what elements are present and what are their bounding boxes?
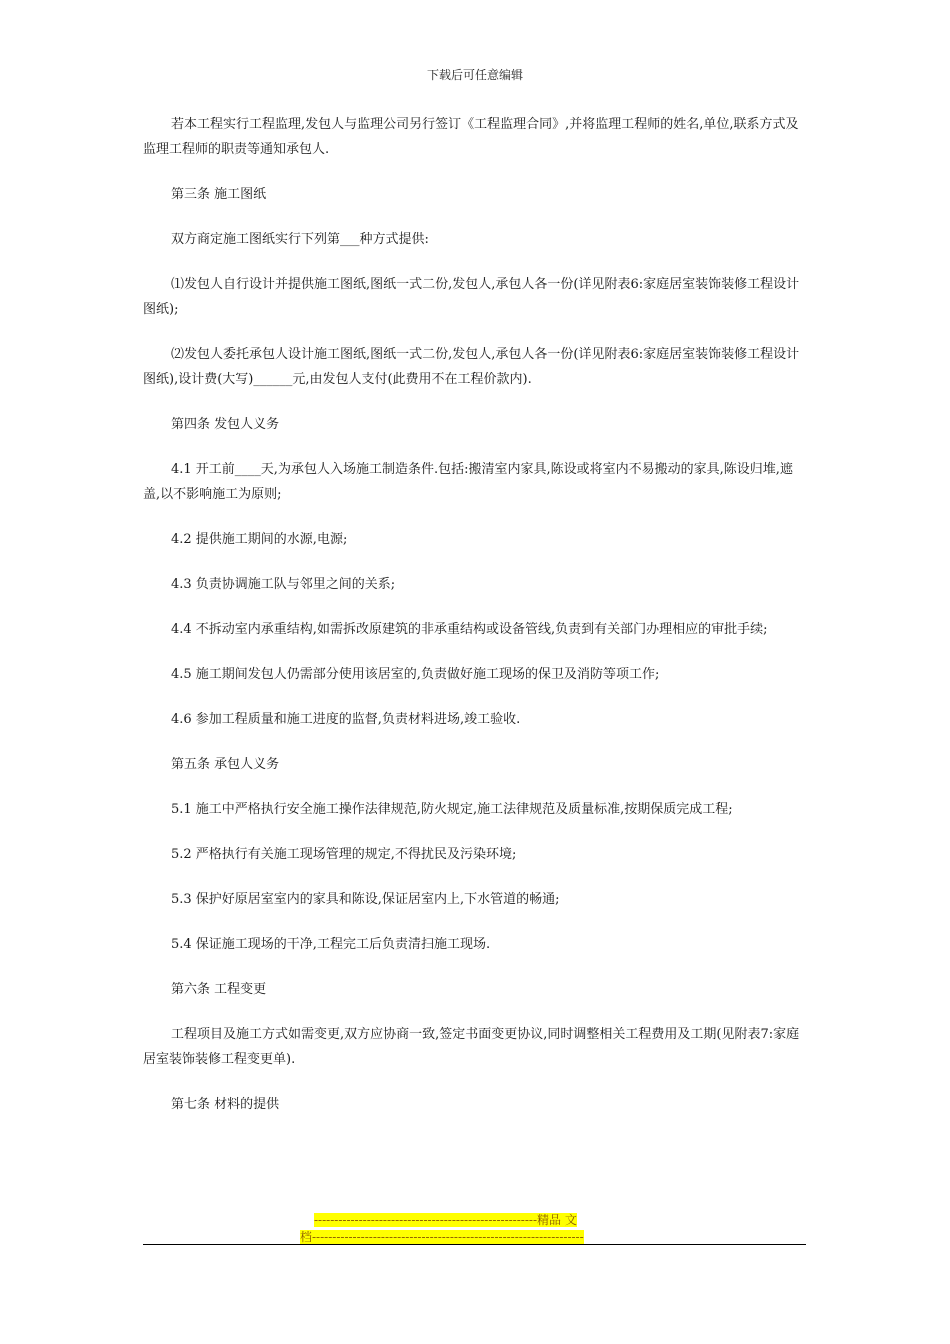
paragraph: 5.1 施工中严格执行安全施工操作法律规范,防火规定,施工法律规范及质量标准,按期保质完成工程; xyxy=(171,802,733,817)
paragraph: 4.2 提供施工期间的水源,电源; xyxy=(171,532,348,547)
section-heading: 第六条 工程变更 xyxy=(171,982,267,997)
page-header: 下载后可任意编辑 xyxy=(426,68,523,82)
footer-watermark-line: 档------------------------------------------------------------------- xyxy=(300,1230,584,1244)
paragraph: 双方商定施工图纸实行下列第___种方式提供: xyxy=(171,232,429,247)
paragraph: 5.3 保护好原居室室内的家具和陈设,保证居室内上,下水管道的畅通; xyxy=(171,892,560,907)
paragraph: 4.5 施工期间发包人仍需部分使用该居室的,负责做好施工现场的保卫及消防等项工作; xyxy=(171,667,660,682)
section-heading: 第四条 发包人义务 xyxy=(171,417,280,432)
document-body xyxy=(143,112,808,1137)
footer-watermark xyxy=(300,1212,650,1246)
paragraph: ⑵发包人委托承包人设计施工图纸,图纸一式二份,发包人,承包人各一份(详见附表6:家庭居室装饰装修工程设计图纸),设计费(大写)______元,由发包人支付(此费用不在工程价款内). xyxy=(143,347,800,387)
paragraph: 4.3 负责协调施工队与邻里之间的关系; xyxy=(171,577,396,592)
paragraph: 5.4 保证施工现场的干净,工程完工后负责清扫施工现场. xyxy=(171,937,491,952)
footer-rule xyxy=(143,1244,806,1245)
paragraph: ⑴发包人自行设计并提供施工图纸,图纸一式二份,发包人,承包人各一份(详见附表6:家庭居室装饰装修工程设计图纸); xyxy=(143,277,800,317)
paragraph: 若本工程实行工程监理,发包人与监理公司另行签订《工程监理合同》,并将监理工程师的姓名,单位,联系方式及监理工程师的职责等通知承包人. xyxy=(143,117,799,157)
section-heading: 第七条 材料的提供 xyxy=(171,1097,280,1112)
paragraph: 4.1 开工前____天,为承包人入场施工制造条件.包括:搬清室内家具,陈设或将室内不易搬动的家具,陈设归堆,遮盖,以不影响施工为原则; xyxy=(143,462,793,502)
section-heading: 第三条 施工图纸 xyxy=(171,187,267,202)
footer-watermark-line: -------------------------------------------------------精品 文 xyxy=(314,1213,577,1227)
paragraph: 4.6 参加工程质量和施工进度的监督,负责材料进场,竣工验收. xyxy=(171,712,521,727)
section-heading: 第五条 承包人义务 xyxy=(171,757,280,772)
paragraph: 5.2 严格执行有关施工现场管理的规定,不得扰民及污染环境; xyxy=(171,847,517,862)
paragraph: 工程项目及施工方式如需变更,双方应协商一致,签定书面变更协议,同时调整相关工程费用及工期(见附表7:家庭居室装饰装修工程变更单). xyxy=(143,1027,800,1067)
paragraph: 4.4 不拆动室内承重结构,如需拆改原建筑的非承重结构或设备管线,负责到有关部门办理相应的审批手续; xyxy=(171,622,768,637)
